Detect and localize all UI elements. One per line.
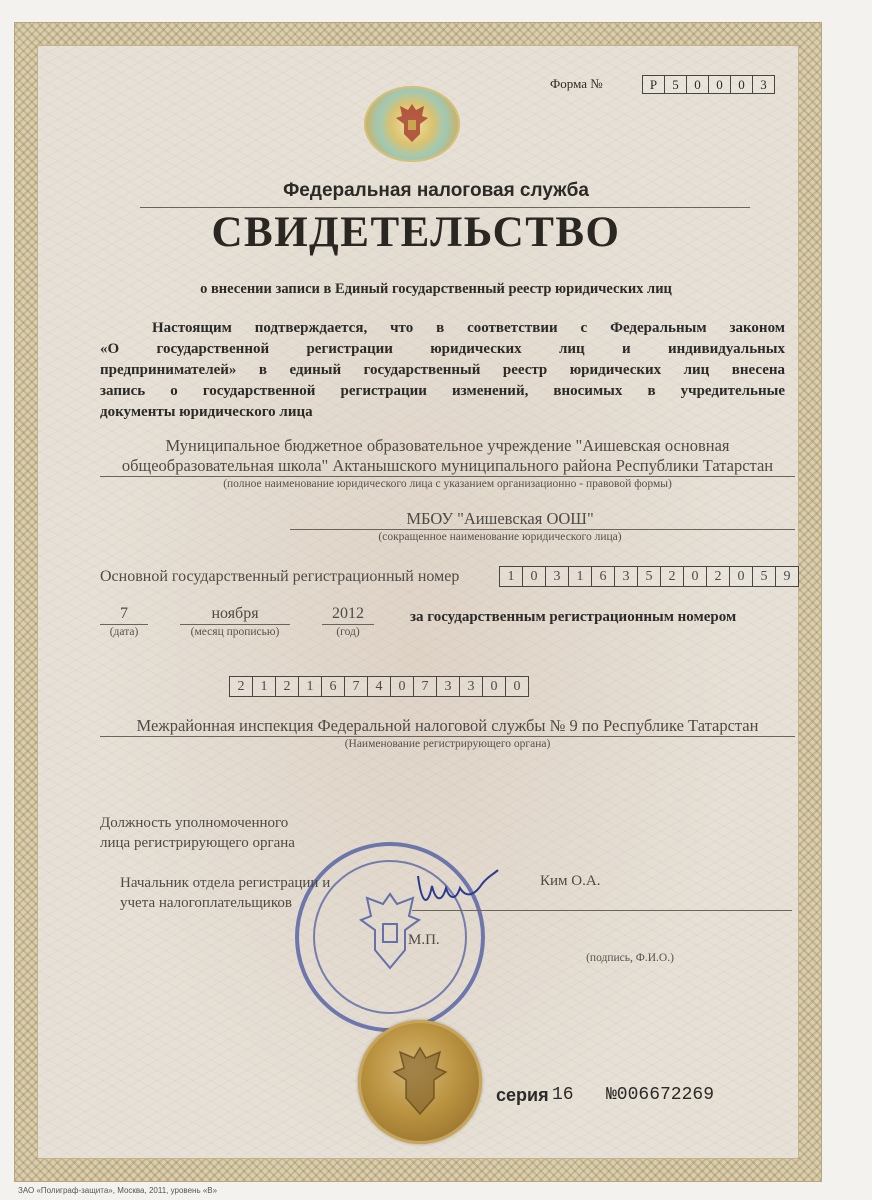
ogrn-digit: 3 [614, 566, 638, 587]
grn-digit: 0 [482, 676, 506, 697]
underline [322, 624, 374, 625]
grn-digit: 2 [275, 676, 299, 697]
signer-position-line: Начальник отдела регистрации и [120, 875, 331, 891]
statement-line: «О государственной регистрации юридических лиц и индивидуальных [100, 341, 785, 357]
grn-digit: 3 [459, 676, 483, 697]
statement-line: документы юридического лица [100, 404, 313, 420]
grn-digit: 7 [344, 676, 368, 697]
signer-position [120, 873, 330, 913]
year-caption: (год) [336, 626, 360, 638]
gold-seal [358, 1020, 482, 1144]
month-caption: (месяц прописью) [190, 626, 280, 638]
grn-digit: 1 [298, 676, 322, 697]
authority-caption: (Наименование регистрирующего органа) [344, 738, 551, 750]
entity-short-name: МБОУ "Аишевская ООШ" [406, 509, 594, 528]
ogrn-digit: 0 [729, 566, 753, 587]
form-code-cell: 0 [730, 75, 753, 94]
position-label [100, 813, 295, 853]
stamp-place-label: М.П. [408, 932, 440, 948]
grn-label: за государственным регистрационным номером [410, 609, 737, 625]
series-value: 16 [552, 1085, 574, 1105]
printer-imprint: ЗАО «Полиграф-защита», Москва, 2011, уровень «В» [18, 1186, 218, 1195]
date-month: ноября [211, 605, 259, 622]
position-label-line: лица регистрирующего органа [100, 835, 295, 851]
ogrn-digit: 0 [522, 566, 546, 587]
statement-line: предпринимателей» в единый государственный реестр юридических лиц внесена [100, 362, 785, 378]
ogrn-label: Основной государственный регистрационный номер [100, 568, 460, 585]
form-code-cell: 0 [708, 75, 731, 94]
date-year: 2012 [332, 605, 364, 622]
document-subtitle: о внесении записи в Единый государственный реестр юридических лиц [200, 281, 672, 297]
statement-line: Настоящим подтверждается, что в соответствии с Федеральным законом [152, 320, 785, 336]
statement-line: запись о государственной регистрации изменений, вносимых в учредительные [100, 383, 785, 399]
ogrn-digit: 2 [660, 566, 684, 587]
short-name-caption: (сокращенное наименование юридического лица) [378, 531, 622, 543]
grn-digit: 0 [505, 676, 529, 697]
eagle-icon [392, 1044, 448, 1118]
day-caption: (дата) [109, 626, 139, 638]
signer-name: Ким О.А. [540, 873, 601, 889]
grn-number [230, 676, 529, 697]
grn-digit: 2 [229, 676, 253, 697]
ogrn-digit: 5 [637, 566, 661, 587]
grn-digit: 3 [436, 676, 460, 697]
underline [100, 476, 795, 477]
ogrn-digit: 9 [775, 566, 799, 587]
entity-full-name-line: общеобразовательная школа" Актанышского муниципального района Республики Татарстан [121, 456, 774, 475]
statement-text [100, 318, 785, 423]
ogrn-digit: 1 [568, 566, 592, 587]
date-day: 7 [120, 605, 128, 622]
grn-digit: 0 [390, 676, 414, 697]
signer-position-line: учета налогоплательщиков [120, 895, 292, 911]
grn-digit: 4 [367, 676, 391, 697]
signature-caption: (подпись, Ф.И.О.) [586, 952, 674, 964]
grn-digit: 1 [252, 676, 276, 697]
ogrn-digit: 2 [706, 566, 730, 587]
ogrn-digit: 3 [545, 566, 569, 587]
ogrn-digit: 6 [591, 566, 615, 587]
form-label: Форма № [550, 76, 603, 91]
form-code-cell: 0 [686, 75, 709, 94]
series-label: серия [496, 1085, 549, 1105]
document-title: СВИДЕТЕЛЬСТВО [211, 209, 621, 256]
ogrn-digit: 0 [683, 566, 707, 587]
eagle-icon [394, 100, 430, 146]
ogrn-digit: 1 [499, 566, 523, 587]
full-name-caption: (полное наименование юридического лица с указанием организационно - правовой формы) [223, 478, 672, 490]
underline [180, 624, 290, 625]
ogrn-digit: 5 [752, 566, 776, 587]
agency-name: Федеральная налоговая служба [283, 180, 589, 201]
entity-full-name [100, 436, 795, 476]
form-code-cell: Р [642, 75, 665, 94]
registering-authority: Межрайонная инспекция Федеральной налоговой службы № 9 по Республике Татарстан [136, 716, 759, 735]
entity-full-name-line: Муниципальное бюджетное образовательное учреждение "Аишевская основная [165, 436, 730, 455]
underline [290, 529, 795, 530]
form-code-cell: 5 [664, 75, 687, 94]
signature-scribble [412, 866, 502, 912]
grn-digit: 6 [321, 676, 345, 697]
form-code-cell: 3 [752, 75, 775, 94]
certificate-number: №006672269 [606, 1085, 715, 1105]
form-code [643, 75, 775, 94]
underline [412, 910, 792, 911]
position-label-line: Должность уполномоченного [100, 815, 289, 831]
grn-digit: 7 [413, 676, 437, 697]
underline [100, 624, 148, 625]
hologram-emblem [364, 86, 460, 162]
underline [100, 736, 795, 737]
ogrn-number [500, 566, 799, 587]
